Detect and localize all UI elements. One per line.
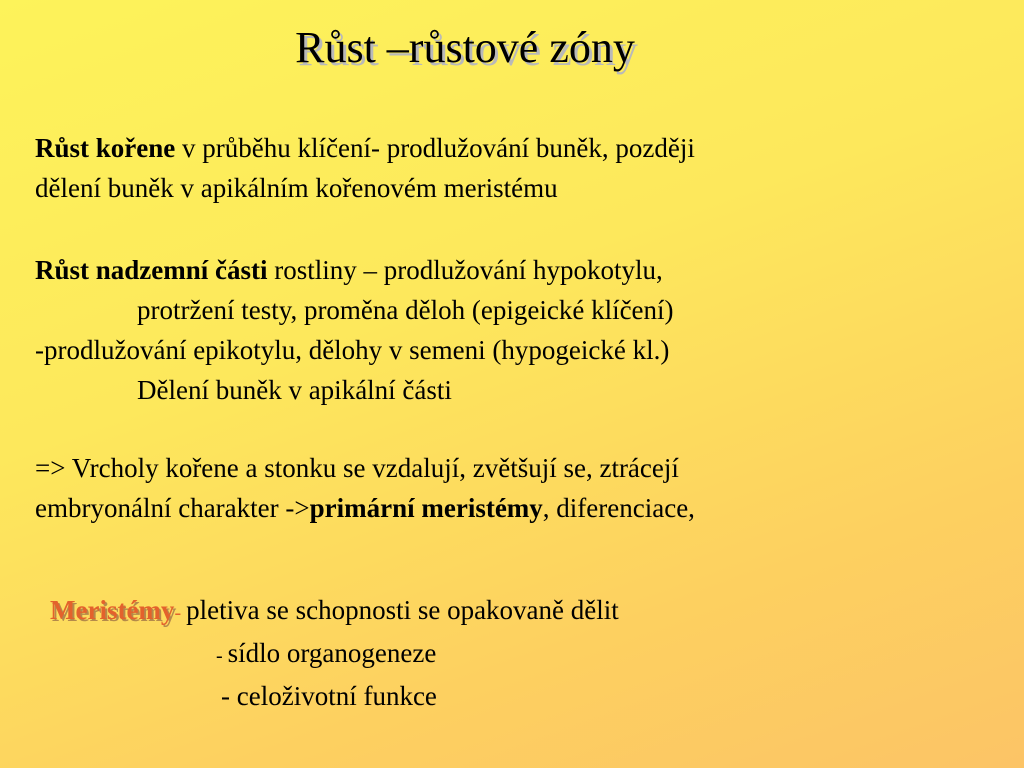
shoot-growth-line-4: Dělení buněk v apikální části (137, 375, 452, 405)
root-growth-line-2: dělení buněk v apikálním kořenovém meristému (35, 173, 558, 203)
meristems-line-3: - celoživotní funkce (221, 681, 437, 711)
slide-title: Růst –růstové zóny (295, 23, 635, 72)
root-growth-heading: Růst kořene (35, 133, 176, 163)
shoot-growth-text: rostliny – prodlužování hypokotylu, (267, 255, 663, 285)
meristems-dash: - (174, 602, 187, 624)
meristems-dash-2: - (216, 645, 228, 667)
shoot-growth-paragraph (35, 250, 674, 410)
shoot-growth-heading: Růst nadzemní části (35, 255, 268, 285)
root-growth-line-1 (35, 128, 695, 168)
root-growth-paragraph (35, 128, 695, 208)
shoot-growth-line-2: protržení testy, proměna děloh (epigeické klíčení) (137, 295, 674, 325)
meristems-definition (50, 590, 619, 716)
meristems-line-1 (50, 590, 619, 633)
conclusion-line-2 (35, 488, 695, 528)
meristems-line-2 (50, 633, 619, 676)
shoot-growth-line-3: -prodlužování epikotylu, dělohy v semeni (hypogeické kl.) (35, 335, 670, 365)
primary-meristems-term: primární meristémy (309, 493, 543, 523)
meristems-def-1: pletiva se schopnosti se opakovaně dělit (186, 595, 619, 625)
conclusion-line-1: => Vrcholy kořene a stonku se vzdalují, zvětšují se, ztrácejí (35, 453, 679, 483)
conclusion-post: , diferenciace, (542, 493, 695, 523)
meristems-def-2: sídlo organogeneze (227, 638, 437, 668)
root-growth-text: v průběhu klíčení- prodlužování buněk, později (175, 133, 695, 163)
conclusion-pre: embryonální charakter -> (35, 493, 310, 523)
shoot-growth-line-1 (35, 250, 674, 290)
conclusion-paragraph (35, 448, 695, 528)
meristems-term: Meristémy (50, 595, 175, 625)
